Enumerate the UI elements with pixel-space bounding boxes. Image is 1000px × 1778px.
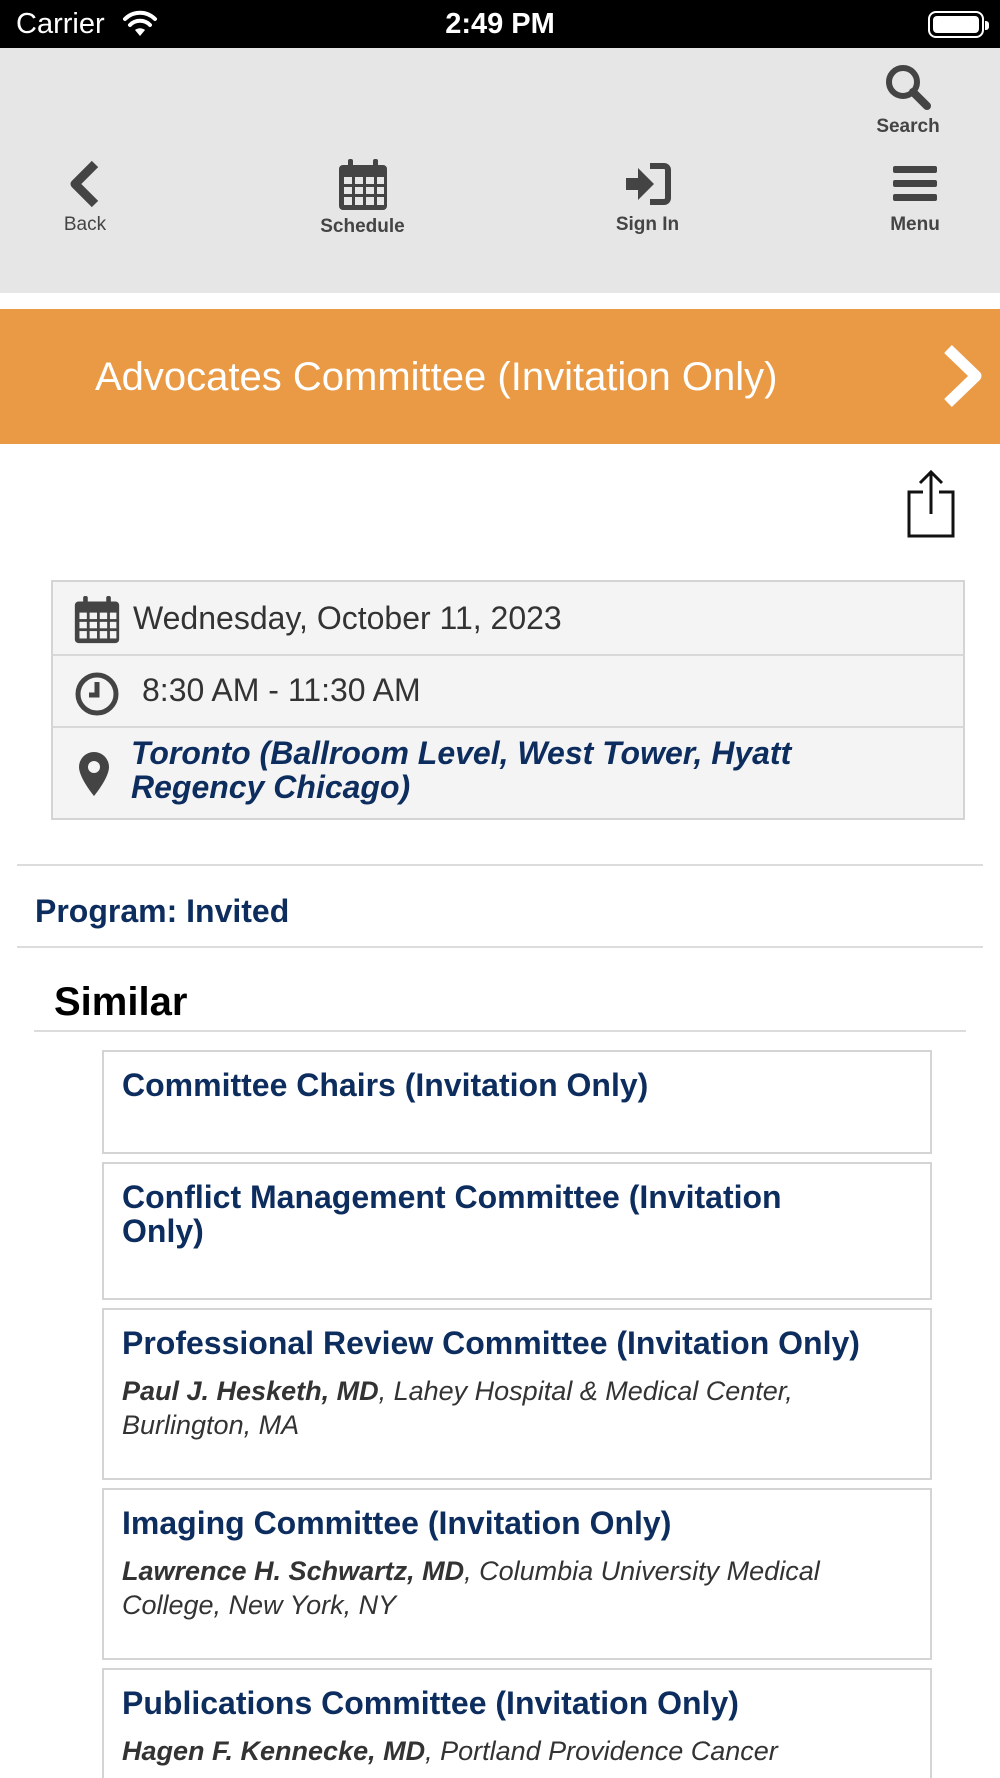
session-time: 8:30 AM - 11:30 AM [142, 672, 421, 708]
chevron-right-icon[interactable] [938, 343, 988, 409]
session-location[interactable]: Toronto (Ballroom Level, West Tower, Hyatt Regency Chicago) [131, 735, 792, 805]
calendar-icon [73, 594, 121, 646]
sign-in-button[interactable] [600, 158, 695, 236]
hamburger-menu-icon [891, 158, 939, 210]
battery-icon [928, 11, 984, 38]
sign-in-label: Sign In [615, 214, 680, 235]
similar-item[interactable] [102, 1162, 932, 1300]
similar-item-speaker: Hagen F. Kennecke, MD, Portland Providence Cancer [122, 1736, 778, 1766]
similar-item-speaker: Lawrence H. Schwartz, MD, Columbia University Medical College, New York, NY [122, 1556, 820, 1620]
similar-item[interactable] [102, 1050, 932, 1154]
map-pin-icon [77, 750, 111, 798]
status-bar [0, 0, 1000, 48]
top-nav [0, 48, 1000, 293]
similar-item-speaker: Paul J. Hesketh, MD, Lahey Hospital & Medical Center, Burlington, MA [122, 1376, 793, 1440]
similar-item[interactable] [102, 1668, 932, 1778]
search-button[interactable] [862, 62, 954, 138]
back-label: Back [63, 214, 107, 235]
similar-item[interactable] [102, 1488, 932, 1660]
sign-in-icon [624, 158, 672, 210]
similar-item-title: Committee Chairs (Invitation Only) [122, 1067, 649, 1103]
similar-item-title: Publications Committee (Invitation Only) [122, 1685, 739, 1721]
time-row [53, 656, 963, 728]
share-icon[interactable] [905, 468, 957, 540]
clock: 2:49 PM [445, 8, 555, 40]
session-banner [0, 309, 1000, 444]
similar-item-title: Professional Review Committee (Invitation Only) [122, 1325, 860, 1361]
search-icon [883, 62, 933, 112]
menu-button[interactable] [870, 158, 960, 236]
menu-label: Menu [890, 214, 940, 235]
session-title: Advocates Committee (Invitation Only) [95, 355, 778, 399]
chevron-left-icon [65, 158, 105, 210]
similar-item-title: Imaging Committee (Invitation Only) [122, 1505, 672, 1541]
similar-heading: Similar [54, 980, 188, 1024]
session-info-box [51, 580, 965, 820]
carrier-label: Carrier [16, 8, 105, 40]
session-date: Wednesday, October 11, 2023 [133, 600, 562, 636]
similar-item-title: Conflict Management Committee (Invitation Only) [122, 1179, 782, 1249]
similar-item[interactable] [102, 1308, 932, 1480]
clock-icon [73, 670, 121, 718]
divider [17, 864, 983, 866]
schedule-button[interactable] [300, 158, 425, 238]
calendar-icon [337, 158, 389, 212]
location-row[interactable] [53, 728, 963, 818]
search-label: Search [876, 116, 940, 137]
date-row [53, 582, 963, 656]
schedule-label: Schedule [320, 216, 405, 237]
back-button[interactable] [40, 158, 130, 236]
program-link[interactable]: Program: Invited [35, 893, 290, 929]
divider [34, 1030, 966, 1032]
divider [17, 946, 983, 948]
